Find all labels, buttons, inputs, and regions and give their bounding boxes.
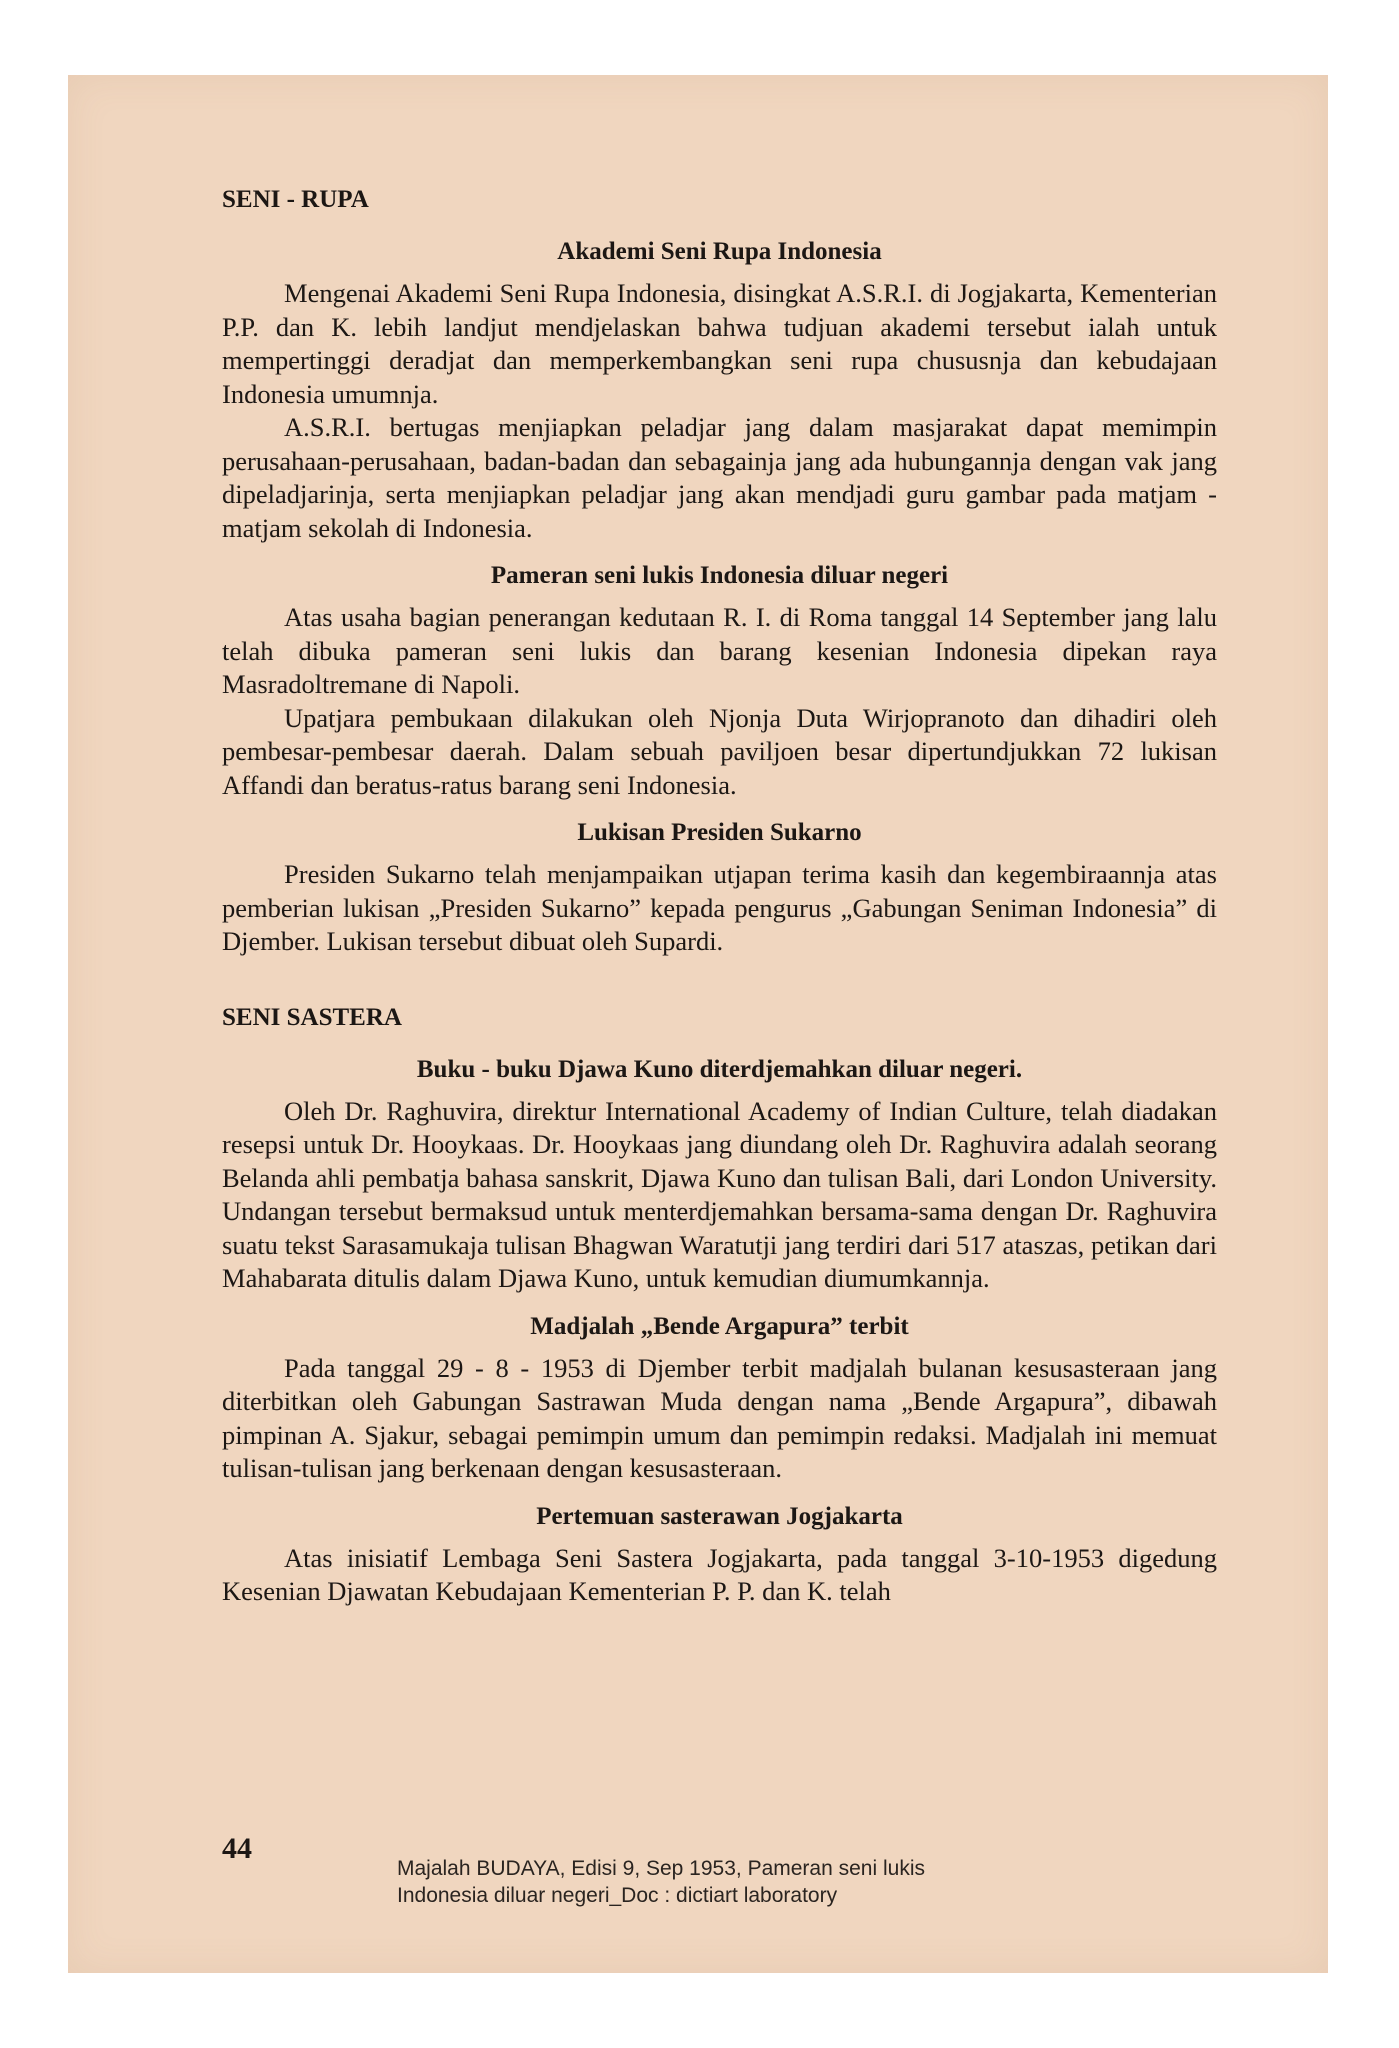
article-title: Pameran seni lukis Indonesia diluar negeri	[490, 562, 949, 589]
article-pertemuan-sasterawan	[222, 1502, 1217, 1609]
caption-line: Majalah BUDAYA, Edisi 9, Sep 1953, Pameran seni lukis	[397, 1857, 925, 1880]
caption-line: Indonesia diluar negeri_Doc : dictiart laboratory	[397, 1884, 838, 1907]
article-buku-djawa-kuno	[222, 1055, 1217, 1296]
article-title: Pertemuan sasterawan Jogjakarta	[536, 1502, 903, 1530]
paragraph: Presiden Sukarno telah menjampaikan utjapan terima kasih dan kegembiraannja atas pemberian lukisan „Presiden Sukarno” kepada pengurus „Gabungan Seniman Indonesia” di Djember. Lukisan tersebut dibuat oleh Supardi.	[222, 859, 1217, 956]
paragraph: Upatjara pembukaan dilakukan oleh Njonja Duta Wirjopranoto dan dihadiri oleh pembesar-pembesar daerah. Dalam sebuah paviljoen besar dipertundjukkan 72 lukisan Affandi dan beratus-ratus barang seni Indonesia.	[222, 702, 1217, 800]
paragraph: A.S.R.I. bertugas menjiapkan peladjar jang dalam masjarakat dapat memimpin perusahaan-perusahaan, badan-badan dan sebagainja jang ada hubungannja dengan vak jang dipeladjarinja, serta menjiapkan peladjar jang akan mendjadi guru gambar pada matjam - matjam sekolah di Indonesia.	[222, 412, 1217, 543]
article-akademi-seni-rupa	[222, 237, 1217, 545]
section-seni-rupa	[222, 185, 1217, 959]
section-title: SENI - RUPA	[222, 186, 369, 213]
page-number: 44	[222, 1832, 252, 1865]
paragraph: Mengenai Akademi Seni Rupa Indonesia, disingkat A.S.R.I. di Jogjakarta, Kementerian P.P. dan K. lebih landjut mendjelaskan bahwa tudjuan akademi tersebut ialah untuk mempertinggi deradjat dan memperkembangkan seni rupa chususnja dan kebudajaan Indonesia umumnja.	[222, 278, 1217, 409]
paragraph: Atas usaha bagian penerangan kedutaan R. I. di Roma tanggal 14 September jang lalu telah dibuka pameran seni lukis dan barang kesenian Indonesia dipekan raya Masradoltremane di Napoli.	[222, 602, 1217, 699]
article-madjalah-bende	[222, 1312, 1217, 1486]
section-title: SENI SASTERA	[222, 1003, 402, 1031]
article-pameran-seni-lukis	[222, 561, 1217, 802]
document-caption	[397, 1855, 925, 1909]
paragraph: Pada tanggal 29 - 8 - 1953 di Djember terbit madjalah bulanan kesusasteraan jang diterbitkan oleh Gabungan Sastrawan Muda dengan nama „Bende Argapura”, dibawah pimpinan A. Sjakur, sebagai pemimpin umum dan pemimpin redaksi. Madjalah ini memuat tulisan-tulisan jang berkenaan dengan kesusasteraan.	[222, 1352, 1217, 1483]
section-seni-sastera	[222, 1003, 1217, 1609]
article-title: Akademi Seni Rupa Indonesia	[557, 238, 882, 265]
article-lukisan-presiden	[222, 818, 1217, 959]
paragraph: Oleh Dr. Raghuvira, direktur International Academy of Indian Culture, telah diadakan resepsi untuk Dr. Hooykaas. Dr. Hooykaas jang diundang oleh Dr. Raghuvira adalah seorang Belanda ahli pembatja bahasa sanskrit, Djawa Kuno dan tulisan Bali, dari London University. Undangan tersebut bermaksud untuk menterdjemahkan bersama-sama dengan Dr. Raghuvira suatu tekst Sarasamukaja tulisan Bhagwan Waratutji jang terdiri dari 517 ataszas, petikan dari Mahabarata ditulis dalam Djawa Kuno, untuk kemudian diumumkannja.	[222, 1095, 1217, 1293]
article-content	[222, 185, 1217, 1609]
article-title: Madjalah „Bende Argapura” terbit	[530, 1312, 909, 1340]
article-title: Buku - buku Djawa Kuno diterdjemahkan diluar negeri.	[416, 1055, 1023, 1083]
article-title: Lukisan Presiden Sukarno	[577, 819, 862, 846]
paragraph: Atas inisiatif Lembaga Seni Sastera Jogjakarta, pada tanggal 3-10-1953 digedung Kesenian Djawatan Kebudajaan Kementerian P. P. dan K. telah	[222, 1542, 1217, 1606]
